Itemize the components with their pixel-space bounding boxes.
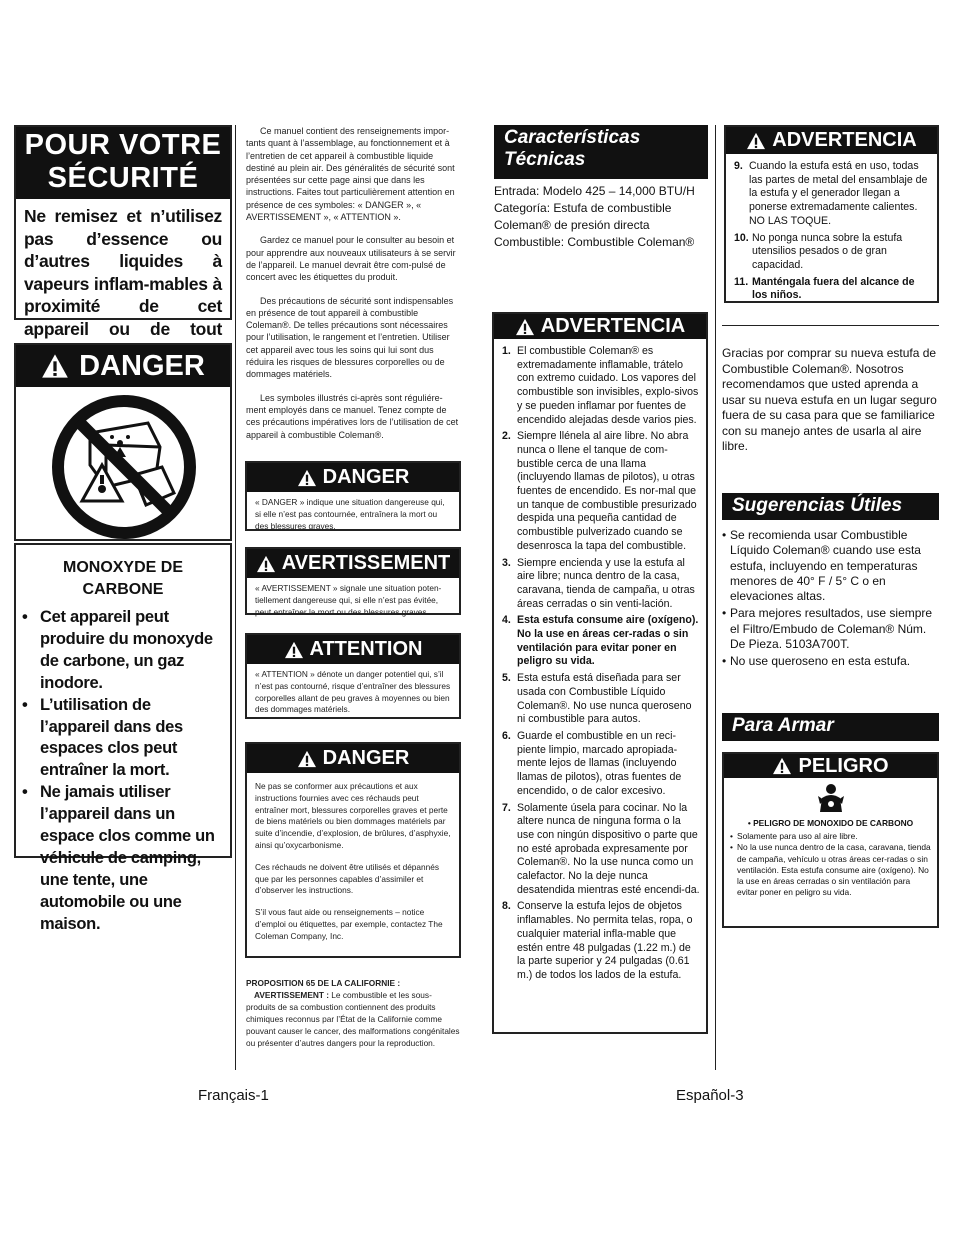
advertencia-continued-box	[724, 125, 939, 303]
peligro-title: PELIGRO	[798, 754, 889, 777]
signal-avertissement-text: « AVERTISSEMENT » signale une situation poten-tiellement dangereuse qui, si elle n’est pas évitée, peut entraîner la mort ou des blessures graves.	[255, 583, 442, 617]
bullet: •	[22, 783, 28, 802]
list-item	[734, 232, 931, 273]
item-text: Esta estufa consume aire (oxígeno). No la use en áreas cer-radas o sin ventilación para evitar poner en peligro su vida.	[517, 614, 699, 668]
item-number: 5.	[502, 672, 511, 685]
item-text: El combustible Coleman® es extremadamente inflamable, trátelo con extremo cuidado. Los vapores del combustible son invisibles, explo-sivos y se pueden inflamar por fuentes de encendido alejadas desde varios pies.	[517, 345, 699, 426]
bullet: •	[730, 842, 733, 853]
signal-attention-heading	[247, 635, 459, 664]
bullet: •	[22, 695, 28, 714]
warning-icon	[746, 132, 766, 150]
danger-heading	[16, 345, 230, 387]
specs-heading-line-1: Características	[504, 127, 641, 148]
danger-instructions-text	[247, 773, 459, 949]
list-item-text: Ne jamais utiliser l’appareil dans un espace clos comme un véhicule de camping, une tente, une automobile ou une maison.	[40, 783, 215, 933]
signal-attention-text: « ATTENTION » dénote un danger potentiel qui, s’il n’est pas contourné, risque d’entraîner des blessures corporelles allant de peu graves à moyennes ou bien des dommages matériels.	[255, 669, 451, 715]
intro-text	[246, 125, 460, 452]
bullet: •	[22, 608, 28, 626]
list-item	[502, 672, 700, 727]
danger-instructions-title: DANGER	[322, 747, 410, 769]
advertencia-box	[492, 312, 708, 1034]
spec-line: Categoría: Estufa de combustible	[494, 201, 672, 215]
prop65-label: AVERTISSEMENT :	[254, 989, 329, 1000]
signal-avertissement-title: AVERTISSEMENT	[281, 552, 451, 574]
column-divider-right	[715, 125, 716, 1070]
list-item	[734, 160, 931, 229]
symbol-danger-label: « DANGER »,	[357, 199, 414, 210]
page-number-left: Français-1	[198, 1087, 269, 1104]
spec-line: Combustible: Combustible Coleman®	[494, 235, 695, 249]
list-item	[734, 276, 931, 303]
danger-instructions-paragraph-2: Ces réchauds ne doivent être utilisés et dépannés que par les personnes capables d’assimiler et d’observer les instructions.	[255, 861, 440, 896]
carbon-monoxide-heading-line-1: MONOXYDE DE	[62, 559, 183, 576]
advertencia-continued-heading	[726, 127, 937, 154]
specs-text	[494, 183, 708, 251]
safety-title-line-1: POUR VOTRE	[24, 129, 222, 161]
item-text: Siempre encienda y use la estufa al aire libre; nunca dentro de la casa, caravana, tienda de campaña, u otras áreas cerradas o sin venti-lación.	[517, 556, 695, 610]
signal-danger-heading	[247, 463, 459, 492]
item-number: 11.	[734, 275, 749, 288]
list-item	[722, 528, 939, 604]
list-item	[722, 654, 939, 669]
item-number: 8.	[502, 900, 511, 913]
list-item	[22, 782, 224, 935]
list-item-text: Cet appareil peut produire du monoxyde de carbone, un gaz inodore.	[40, 608, 213, 692]
prop65-heading: PROPOSITION 65 DE LA CALIFORNIE :	[246, 978, 401, 988]
horizontal-rule	[722, 325, 939, 326]
item-text: Siempre llénela al aire libre. No abra nunca o llene el tanque de com-bustible cerca de una llama (incluyendo llamas de pilotos), u otras fuentes de encendido. Es nor-mal que un tanque de combustible presurizado despida una pequeña cantidad de combustible pulverizado cuando se desenrosca la tapa del combustible.	[517, 430, 697, 552]
no-fuel-vapors-icon	[50, 393, 198, 541]
symbol-avertissement-label: « AVERTISSEMENT »,	[246, 199, 422, 223]
list-item	[502, 557, 700, 612]
item-text: No ponga nunca sobre la estufa utensilios pesados o de gran capacidad.	[752, 231, 903, 271]
prop65-notice	[246, 978, 460, 1049]
column-divider-left	[235, 125, 236, 1070]
danger-instructions-paragraph-1: Ne pas se conformer aux précautions et aux instructions fournies avec ces réchauds peut entraîner mort, blessures corporelles graves et perte de biens matériels ou bien dommages matériels par suite d’incendie, d’explosion, de brûlures, d’asphyxie, ainsi qu’oxycarbonisme.	[255, 781, 451, 850]
warning-icon	[297, 469, 317, 487]
list-item	[22, 607, 224, 695]
item-number: 9.	[734, 160, 743, 172]
item-number: 4.	[502, 614, 511, 627]
item-number: 1.	[502, 345, 511, 357]
list-item-text: L’utilisation de l’appareil dans des espaces clos peut entraîner la mort.	[40, 695, 183, 780]
list-item-text: Para mejores resultados, use siempre el Filtro/Embudo de Coleman® Núm. De Pieza. 5103A700T.	[730, 606, 933, 652]
advertencia-continued-title: ADVERTENCIA	[772, 129, 917, 151]
list-item	[502, 900, 700, 982]
warning-icon	[256, 555, 276, 573]
item-number: 10.	[734, 231, 749, 244]
list-item	[502, 730, 700, 799]
safety-title-line-2: SÉCURITÉ	[47, 162, 199, 194]
item-number: 6.	[502, 729, 511, 742]
signal-avertissement-box	[245, 547, 461, 615]
carbon-monoxide-heading	[16, 557, 230, 601]
list-item	[22, 695, 224, 783]
signal-danger-title: DANGER	[322, 466, 410, 488]
bullet: •	[730, 831, 733, 842]
prop65-body	[246, 990, 460, 1050]
item-number: 3.	[502, 556, 511, 569]
intro-paragraph-2: Gardez ce manuel pour le consulter au besoin et pour apprendre aux nouveaux utilisateurs à se servir de l’appareil. Le manuel devrait être com-pulsé de concert avec les étiquettes du produit.	[246, 235, 456, 283]
advertencia-title: ADVERTENCIA	[540, 315, 686, 337]
danger-instructions-box	[245, 742, 461, 958]
item-text: Guarde el combustible en un reci-piente limpio, marcado apropiada-mente lejos de llamas (incluyendo llamas de pilotos), otras fuentes de encendido, o de calor excesivo.	[517, 729, 682, 797]
intro-paragraph-3: Des précautions de sécurité sont indispensables en présence de tout appareil à combustible Coleman®. De telles précautions sont nécessaires pour l’utilisation, le rangement et l’entretien. Utiliser cet appareil avec tous les soins qui lui sont dus réduira les risques de blessures corporelles ou de dommages matériels.	[246, 295, 454, 380]
list-item	[502, 430, 700, 553]
signal-danger-box	[245, 461, 461, 531]
carbon-monoxide-person-icon	[814, 782, 848, 814]
item-text: Solamente úsela para cocinar. No la altere nunca de ninguna forma o la use con ningún dispositivo o parte que no esté aprobada expresamente por Coleman®. No la use nunca como un calefactor. No la deje nunca desatendida mientras esté encendi-da.	[517, 801, 700, 896]
tips-heading: Sugerencias Útiles	[722, 493, 939, 520]
peligro-subheading: • PELIGRO DE MONOXIDO DE CARBONO	[747, 818, 914, 828]
list-item	[502, 345, 700, 427]
bullet: •	[722, 606, 727, 621]
peligro-box	[722, 752, 939, 928]
peligro-text	[724, 816, 937, 906]
tips-list	[722, 528, 939, 672]
signal-attention-box	[245, 633, 461, 719]
intro-paragraph-4: Les symboles illustrés ci-après sont réguliére-ment employés dans ce manuel. Tenez compte de ces précautions impératives lors de l’utilisation de cet appareil à combustible Coleman®.	[246, 392, 459, 440]
specs-heading-line-2: Técnicas	[504, 149, 586, 170]
safety-text: Ne remisez et n’utilisez pas d’essence ou d’autres liquides à vapeurs inflam-mables à proximité de cet appareil ou de tout	[24, 206, 222, 339]
warning-icon	[284, 641, 304, 659]
list-item-text: Se recomienda usar Combustible Líquido Coleman® cuando use esta estufa, incluyendo en temperaturas menores de 40° F / 5° C o en elevaciones altas.	[730, 528, 921, 604]
item-number: 2.	[502, 430, 511, 443]
advertencia-list	[494, 339, 706, 994]
safety-box	[14, 125, 232, 339]
symbol-attention-label: « ATTENTION ».	[333, 212, 401, 223]
specs-heading	[494, 125, 708, 179]
bullet: •	[722, 654, 727, 669]
carbon-monoxide-heading-line-2: CARBONE	[82, 581, 164, 598]
item-text: Conserve la estufa lejos de objetos inflamables. No permita telas, ropa, o cualquier material infla-mable que estén entre 48 pulgadas (1.22 m.) de la parte superior y 24 pulgadas (0.61 m.) de todos los lados de la estufa.	[517, 900, 693, 981]
danger-title: DANGER	[79, 349, 205, 382]
item-text: Manténgala fuera del alcance de los niños.	[752, 275, 915, 302]
list-item-text: Solamente para uso al aire libre.	[737, 831, 858, 842]
list-item	[730, 842, 931, 898]
warning-icon	[297, 750, 317, 768]
safety-title	[16, 127, 230, 199]
list-item	[730, 831, 931, 842]
intro-paragraph-1-text: Ce manuel contient des renseignements impor-tants quant à l’assemblage, au fonctionnement et à l’entretien de cet appareil à combustible liquide destiné au plein air. Des généralités de sécurité sont présentées sur cette page ainsi que dans les instructions. Faites tout particulièrement attention en présence de ces symboles:	[246, 126, 455, 210]
warning-icon	[772, 757, 792, 775]
advertencia-heading	[494, 314, 706, 339]
danger-instructions-paragraph-3: S’il vous faut aide ou renseignements – notice d’emploi ou étiquettes, par exemple, contactez The Coleman Company, Inc.	[255, 907, 443, 941]
list-item	[722, 606, 939, 652]
danger-box	[14, 343, 232, 541]
intro-paragraph-1	[246, 125, 460, 223]
signal-avertissement-heading	[247, 549, 459, 578]
item-number: 7.	[502, 801, 511, 814]
list-item-text: No la use nunca dentro de la casa, caravana, tienda de campaña, vehículo u otras áreas cer-radas o sin ventilación. Esta estufa consume aire (oxígeno). No la use en áreas cerradas o sin ventilación para evitar poner en peligro su vida.	[737, 842, 931, 898]
signal-attention-title: ATTENTION	[309, 638, 423, 660]
page-number-right: Español-3	[676, 1087, 744, 1104]
warning-icon	[515, 318, 535, 336]
prop65-text: Le combustible et les sous-produits de sa combustion contiennent des produits chimiques reconnus par l’État de la Californie comme pouvant causer le cancer, des malformations congénitales ou présenter d’autres dangers pour la reproduction.	[246, 989, 460, 1048]
thanks-text: Gracias por comprar su nueva estufa de Combustible Coleman®. Nosotros recomendamos que usted aprenda a usar su nueva estufa en un lugar seguro fuera de su casa para que se familiarice con su manejo antes de usarla al aire libre.	[722, 346, 937, 453]
list-item-text: No use queroseno en esta estufa.	[730, 654, 911, 669]
list-item	[502, 614, 700, 669]
assemble-heading: Para Armar	[722, 713, 939, 741]
danger-instructions-heading	[247, 744, 459, 773]
warning-icon	[41, 353, 69, 379]
item-text: Cuando la estufa está en uso, todas las partes de metal del ensamblaje de la estufa y el generador llegan a ponerse extremadamente calientes. NO LAS TOQUE.	[749, 160, 928, 227]
spec-line: Entrada: Modelo 425 – 14,000 BTU/H	[494, 184, 695, 198]
spec-line: Coleman® de presión directa	[494, 218, 650, 232]
list-item	[502, 802, 700, 898]
item-text: Esta estufa está diseñada para ser usada con Combustible Líquido Coleman®. No use nunca queroseno ni combustible para autos.	[517, 672, 692, 726]
advertencia-continued-list	[726, 154, 937, 314]
bullet: •	[722, 528, 727, 542]
peligro-heading	[724, 754, 937, 778]
signal-danger-text: « DANGER » indique une situation dangereuse qui, si elle n’est pas contournée, entraînera la mort ou des blessures graves.	[255, 497, 445, 531]
carbon-monoxide-box	[14, 543, 232, 933]
carbon-monoxide-list	[16, 601, 230, 944]
